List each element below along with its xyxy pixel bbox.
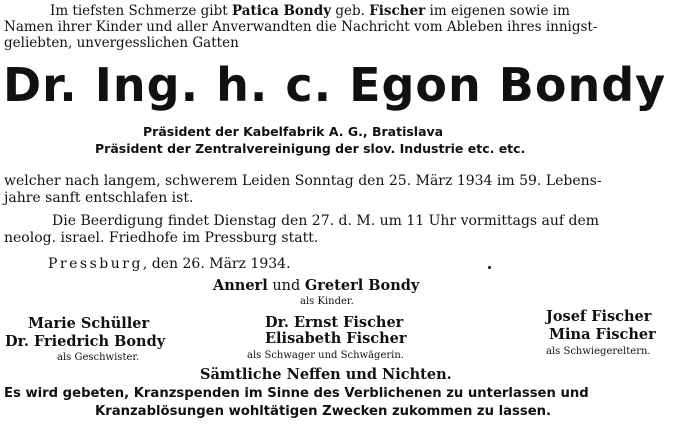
child-name: Annerl <box>213 277 268 294</box>
deceased-name: Dr. Ing. h. c. Egon Bondy <box>3 58 667 112</box>
closing-line-2: Kranzablösungen wohltätigen Zwecken zukommen zu lassen. <box>95 404 552 419</box>
children-role: als Kinder. <box>300 296 354 307</box>
intro-text: im eigenen sowie im <box>425 3 570 19</box>
maiden-name: Fischer <box>369 3 426 19</box>
parents-in-law-role: als Schwiegereltern. <box>546 346 651 357</box>
parent-in-law-name-1: Josef Fischer <box>546 308 652 325</box>
place-name: Pressburg <box>48 256 143 272</box>
relatives-line: Sämtliche Neffen und Nichten. <box>200 366 452 383</box>
sibling-name-2: Dr. Friedrich Bondy <box>5 333 166 350</box>
inlaw-name-2: Elisabeth Fischer <box>265 330 407 347</box>
child-name: Greterl Bondy <box>304 277 420 294</box>
joiner-text: und <box>267 278 305 294</box>
funeral-line-1: Die Beerdigung findet Dienstag den 27. d. M. um 11 Uhr vormittags auf dem <box>52 213 600 229</box>
title-line-2: Präsident der Zentralvereinigung der slov. Industrie etc. etc. <box>95 141 526 156</box>
parent-in-law-name-2: Mina Fischer <box>549 326 656 343</box>
sibling-name-1: Marie Schüller <box>28 315 150 332</box>
intro-text: geb. <box>331 3 370 19</box>
intro-text: Im tiefsten Schmerze gibt <box>50 3 232 19</box>
print-speck <box>488 266 491 269</box>
intro-line-2: Namen ihrer Kinder und aller Anverwandten die Nachricht vom Ableben ihres innigst- <box>4 19 598 35</box>
title-line-1: Präsident der Kabelfabrik A. G., Bratislava <box>143 124 444 139</box>
inlaws-role: als Schwager und Schwägerin. <box>247 350 404 361</box>
place-date <box>48 256 291 272</box>
children-names <box>213 277 419 294</box>
siblings-role: als Geschwister. <box>57 352 140 363</box>
notice-date: , den 26. März 1934. <box>142 256 291 272</box>
death-line-1: welcher nach langem, schwerem Leiden Sonntag den 25. März 1934 im 59. Lebens- <box>4 173 602 189</box>
intro-line-1 <box>50 4 570 19</box>
death-line-2: jahre sanft entschlafen ist. <box>4 190 194 206</box>
inlaw-name-1: Dr. Ernst Fischer <box>265 314 404 331</box>
intro-line-3: geliebten, unvergesslichen Gatten <box>4 35 239 51</box>
funeral-line-2: neolog. israel. Friedhofe im Pressburg statt. <box>4 230 319 246</box>
closing-line-1: Es wird gebeten, Kranzspenden im Sinne des Verblichenen zu unterlassen und <box>4 386 589 401</box>
widow-name: Patica Bondy <box>231 3 332 19</box>
